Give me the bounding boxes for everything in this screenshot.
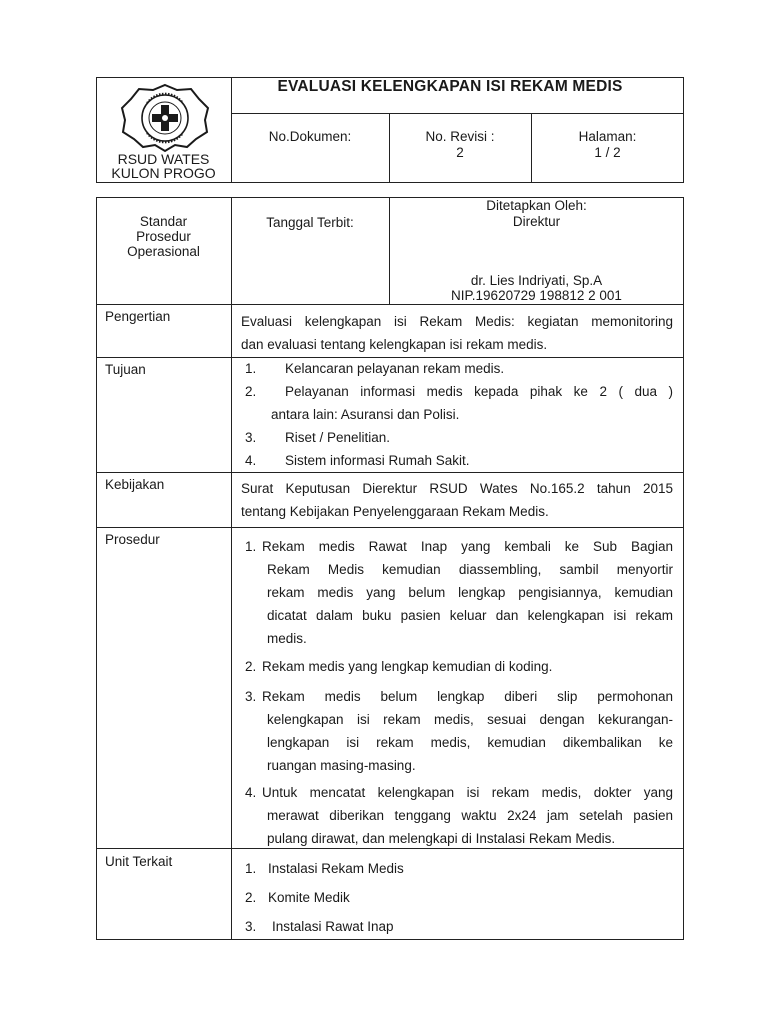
ditetapkan-label: Ditetapkan Oleh: — [486, 198, 587, 213]
unit-item: Instalasi Rawat Inap — [272, 919, 394, 934]
prosedur-num: 3. — [245, 689, 257, 704]
row-divider-tujuan — [96, 472, 684, 473]
prosedur-num: 1. — [245, 539, 257, 554]
tujuan-num: 3. — [245, 430, 257, 445]
prosedur-line: Untuk mencatat kelengkapan isi rekam medis, dokter yang — [262, 785, 673, 800]
prosedur-line: Rekam medis yang lengkap kemudian di koding. — [262, 659, 553, 674]
prosedur-item-1 — [262, 535, 673, 558]
prosedur-num: 2. — [245, 659, 257, 674]
prosedur-label: Prosedur — [105, 532, 160, 547]
pengertian-line: dan evaluasi tentang kelengkapan isi rekam medis. — [241, 337, 548, 352]
ditetapkan-role: Direktur — [512, 214, 561, 229]
tujuan-item: Pelayanan informasi medis kepada pihak ke 2 ( dua ) — [285, 384, 673, 399]
unit-item: Instalasi Rekam Medis — [268, 861, 404, 876]
prosedur-num: 4. — [245, 785, 257, 800]
halaman-label: Halaman: — [578, 129, 637, 144]
org-name-line1: RSUD WATES — [117, 151, 210, 167]
prosedur-item-3-cont — [267, 708, 673, 777]
tanggal-terbit-label: Tanggal Terbit: — [266, 215, 354, 230]
prosedur-line: lengkapan isi rekam medis, kemudian dikembalikan ke — [267, 735, 673, 750]
pengertian-label: Pengertian — [105, 309, 171, 324]
prosedur-line: Rekam medis Rawat Inap yang kembali ke Sub Bagian — [262, 539, 673, 554]
unit-terkait-label: Unit Terkait — [105, 854, 173, 869]
prosedur-item-4 — [262, 781, 673, 804]
tujuan-num: 4. — [245, 453, 257, 468]
prosedur-line: pulang dirawat, dan melengkapi di Instalasi Rekam Medis. — [267, 831, 616, 846]
kebijakan-line: Surat Keputusan Dierektur RSUD Wates No.165.2 tahun 2015 — [241, 481, 673, 496]
tujuan-item: Sistem informasi Rumah Sakit. — [285, 453, 470, 468]
tujuan-num: 1. — [245, 361, 257, 376]
tujuan-item: Riset / Penelitian. — [285, 430, 391, 445]
signer-nip: NIP.19620729 198812 2 001 — [451, 288, 622, 303]
prosedur-item-3 — [262, 685, 673, 708]
pengertian-text — [241, 310, 673, 356]
doc-type-line2: Prosedur — [136, 229, 191, 244]
prosedur-line: Rekam Medis kemudian diassembling, sambil menyortir — [267, 562, 673, 577]
unit-num: 1. — [245, 861, 257, 876]
kebijakan-text — [241, 477, 673, 523]
kebijakan-label: Kebijakan — [105, 477, 165, 492]
header-divider-title — [231, 113, 684, 114]
prosedur-line: dicatat dalam buku pasien keluar dan kelengkapan isi rekam — [267, 608, 673, 623]
halaman-value: 1 / 2 — [594, 145, 621, 160]
prosedur-line: rekam medis yang belum lengkap pengisiannya, kemudian — [267, 585, 673, 600]
tujuan-num: 2. — [245, 384, 257, 399]
unit-num: 3. — [245, 919, 257, 934]
rsud-wates-logo — [117, 81, 213, 153]
prosedur-item-4-cont — [267, 804, 673, 850]
label-column-divider — [231, 197, 232, 940]
prosedur-line: Rekam medis belum lengkap diberi slip permohonan — [262, 689, 673, 704]
no-dokumen-label: No.Dokumen: — [268, 129, 352, 144]
row-divider-approval — [96, 304, 684, 305]
prosedur-line: merawat diberikan tenggang waktu 2x24 jam setelah pasien — [267, 808, 673, 823]
pengertian-line: Evaluasi kelengkapan isi Rekam Medis: kegiatan memonitoring — [241, 314, 673, 329]
prosedur-line: ruangan masing-masing. — [267, 758, 416, 773]
prosedur-line: kelengkapan isi rekam medis, sesuai dengan kekurangan- — [267, 712, 673, 727]
tujuan-item: Kelancaran pelayanan rekam medis. — [285, 361, 505, 376]
unit-num: 2. — [245, 890, 257, 905]
signer-name: dr. Lies Indriyati, Sp.A — [470, 273, 603, 288]
prosedur-line: medis. — [267, 631, 307, 646]
row-divider-pengertian — [96, 357, 684, 358]
row-divider-kebijakan — [96, 527, 684, 528]
doc-type-line3: Operasional — [127, 244, 200, 259]
unit-item: Komite Medik — [268, 890, 350, 905]
prosedur-item-1-cont — [267, 558, 673, 650]
tujuan-label: Tujuan — [105, 362, 146, 377]
page-title: EVALUASI KELENGKAPAN ISI REKAM MEDIS — [277, 78, 623, 95]
no-revisi-value: 2 — [456, 145, 464, 160]
org-name-line2: KULON PROGO — [111, 165, 216, 181]
no-revisi-label: No. Revisi : — [425, 129, 495, 144]
kebijakan-line: tentang Kebijakan Penyelenggaraan Rekam Medis. — [241, 504, 549, 519]
doc-type-line1: Standar — [139, 214, 188, 229]
tujuan-item: antara lain: Asuransi dan Polisi. — [271, 407, 460, 422]
